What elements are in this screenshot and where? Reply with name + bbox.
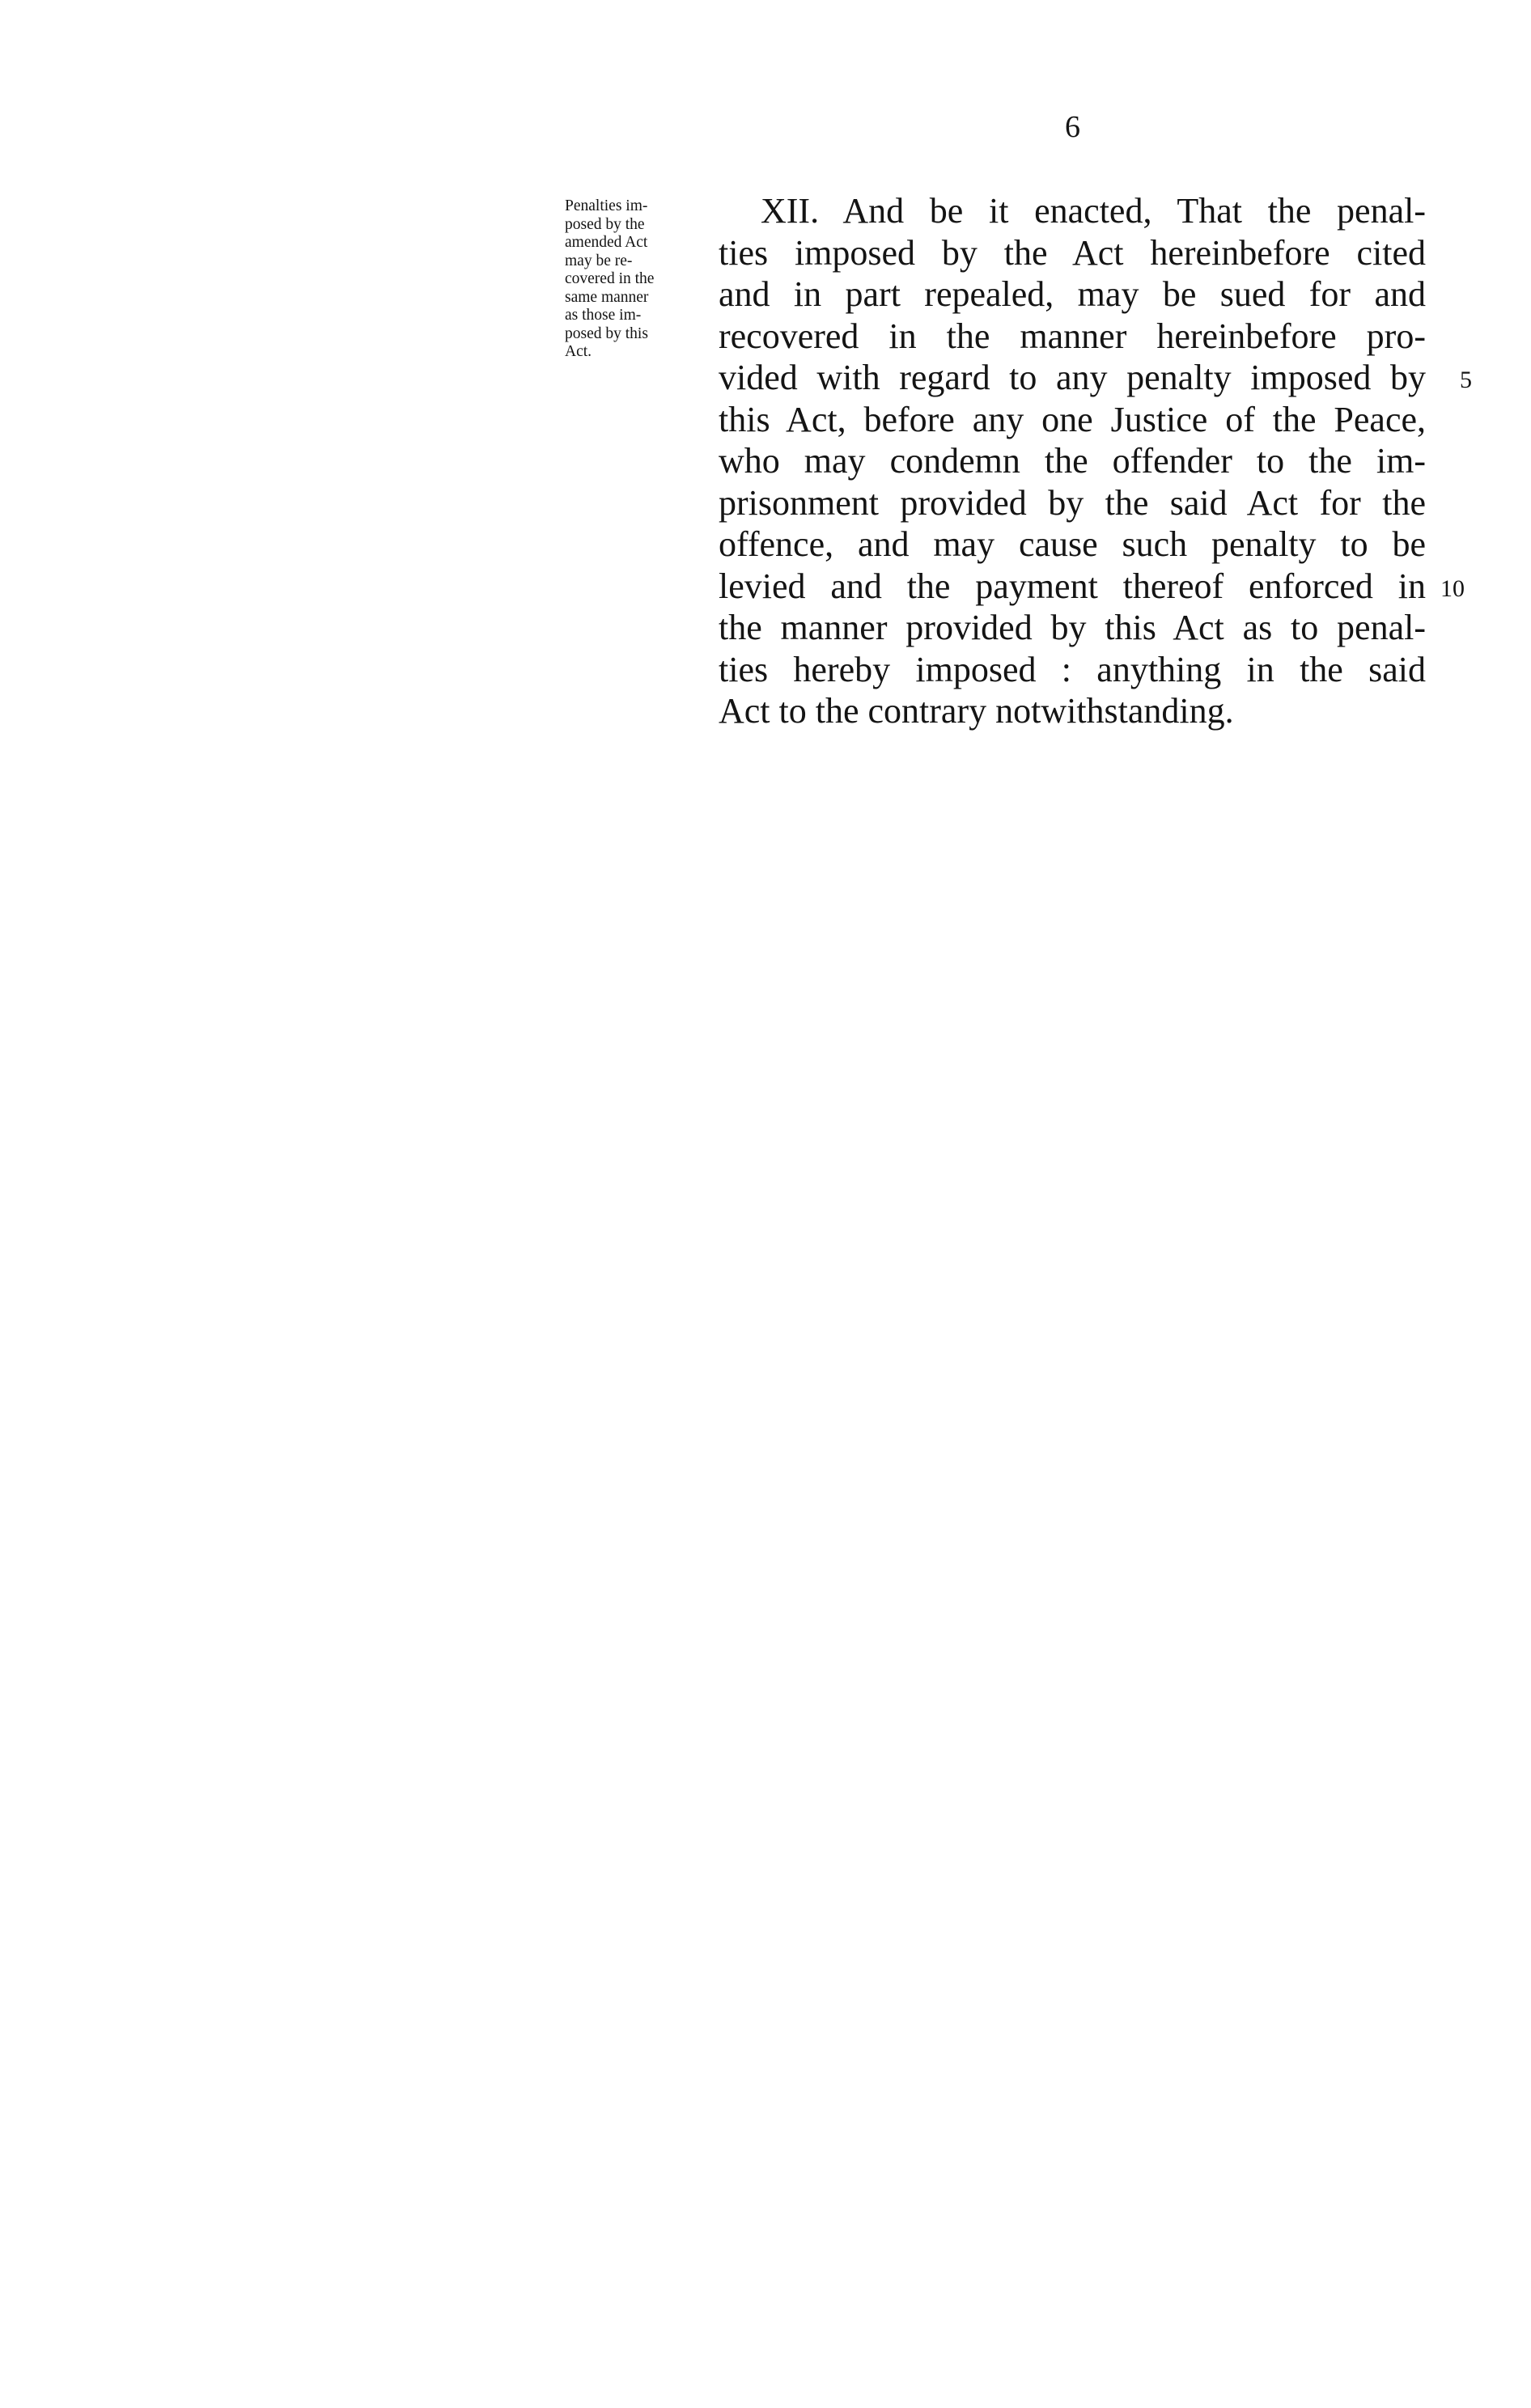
- text-line: who may condemn the offender to the im-: [719, 441, 1426, 481]
- text-line: prisonment provided by the said Act for the: [719, 482, 1426, 523]
- page-number: 6: [1065, 110, 1080, 144]
- marginal-note-line: posed by this: [565, 324, 648, 342]
- marginal-note-line: Penalties im-: [565, 197, 648, 214]
- marginal-note-line: Act.: [565, 343, 592, 360]
- text-line: XII. And be it enacted, That the penal-: [761, 191, 1426, 231]
- marginal-note-line: covered in the: [565, 270, 655, 287]
- text-line: ties hereby imposed : anything in the said: [719, 649, 1426, 689]
- text-line: and in part repealed, may be sued for and: [719, 274, 1426, 314]
- text-line: ties imposed by the Act hereinbefore cited: [719, 232, 1426, 273]
- marginal-note-line: may be re-: [565, 252, 633, 269]
- line-number-10: 10: [1440, 575, 1465, 602]
- line-number-5: 5: [1460, 367, 1472, 393]
- text-line: this Act, before any one Justice of the Peace,: [719, 399, 1426, 439]
- marginal-note-line: as those im-: [565, 307, 642, 324]
- text-line: recovered in the manner hereinbefore pro-: [719, 316, 1426, 356]
- text-line: Act to the contrary notwithstanding.: [719, 691, 1234, 731]
- marginal-note-line: amended Act: [565, 234, 648, 251]
- text-line: vided with regard to any penalty imposed by: [719, 358, 1426, 397]
- marginal-note-line: same manner: [565, 288, 649, 306]
- section-xii-text: [719, 190, 1426, 732]
- text-line: offence, and may cause such penalty to be: [719, 524, 1426, 564]
- marginal-note: [565, 197, 704, 362]
- marginal-note-line: posed by the: [565, 215, 645, 233]
- text-line: levied and the payment thereof enforced in: [719, 566, 1426, 606]
- text-line: the manner provided by this Act as to penal-: [719, 608, 1426, 647]
